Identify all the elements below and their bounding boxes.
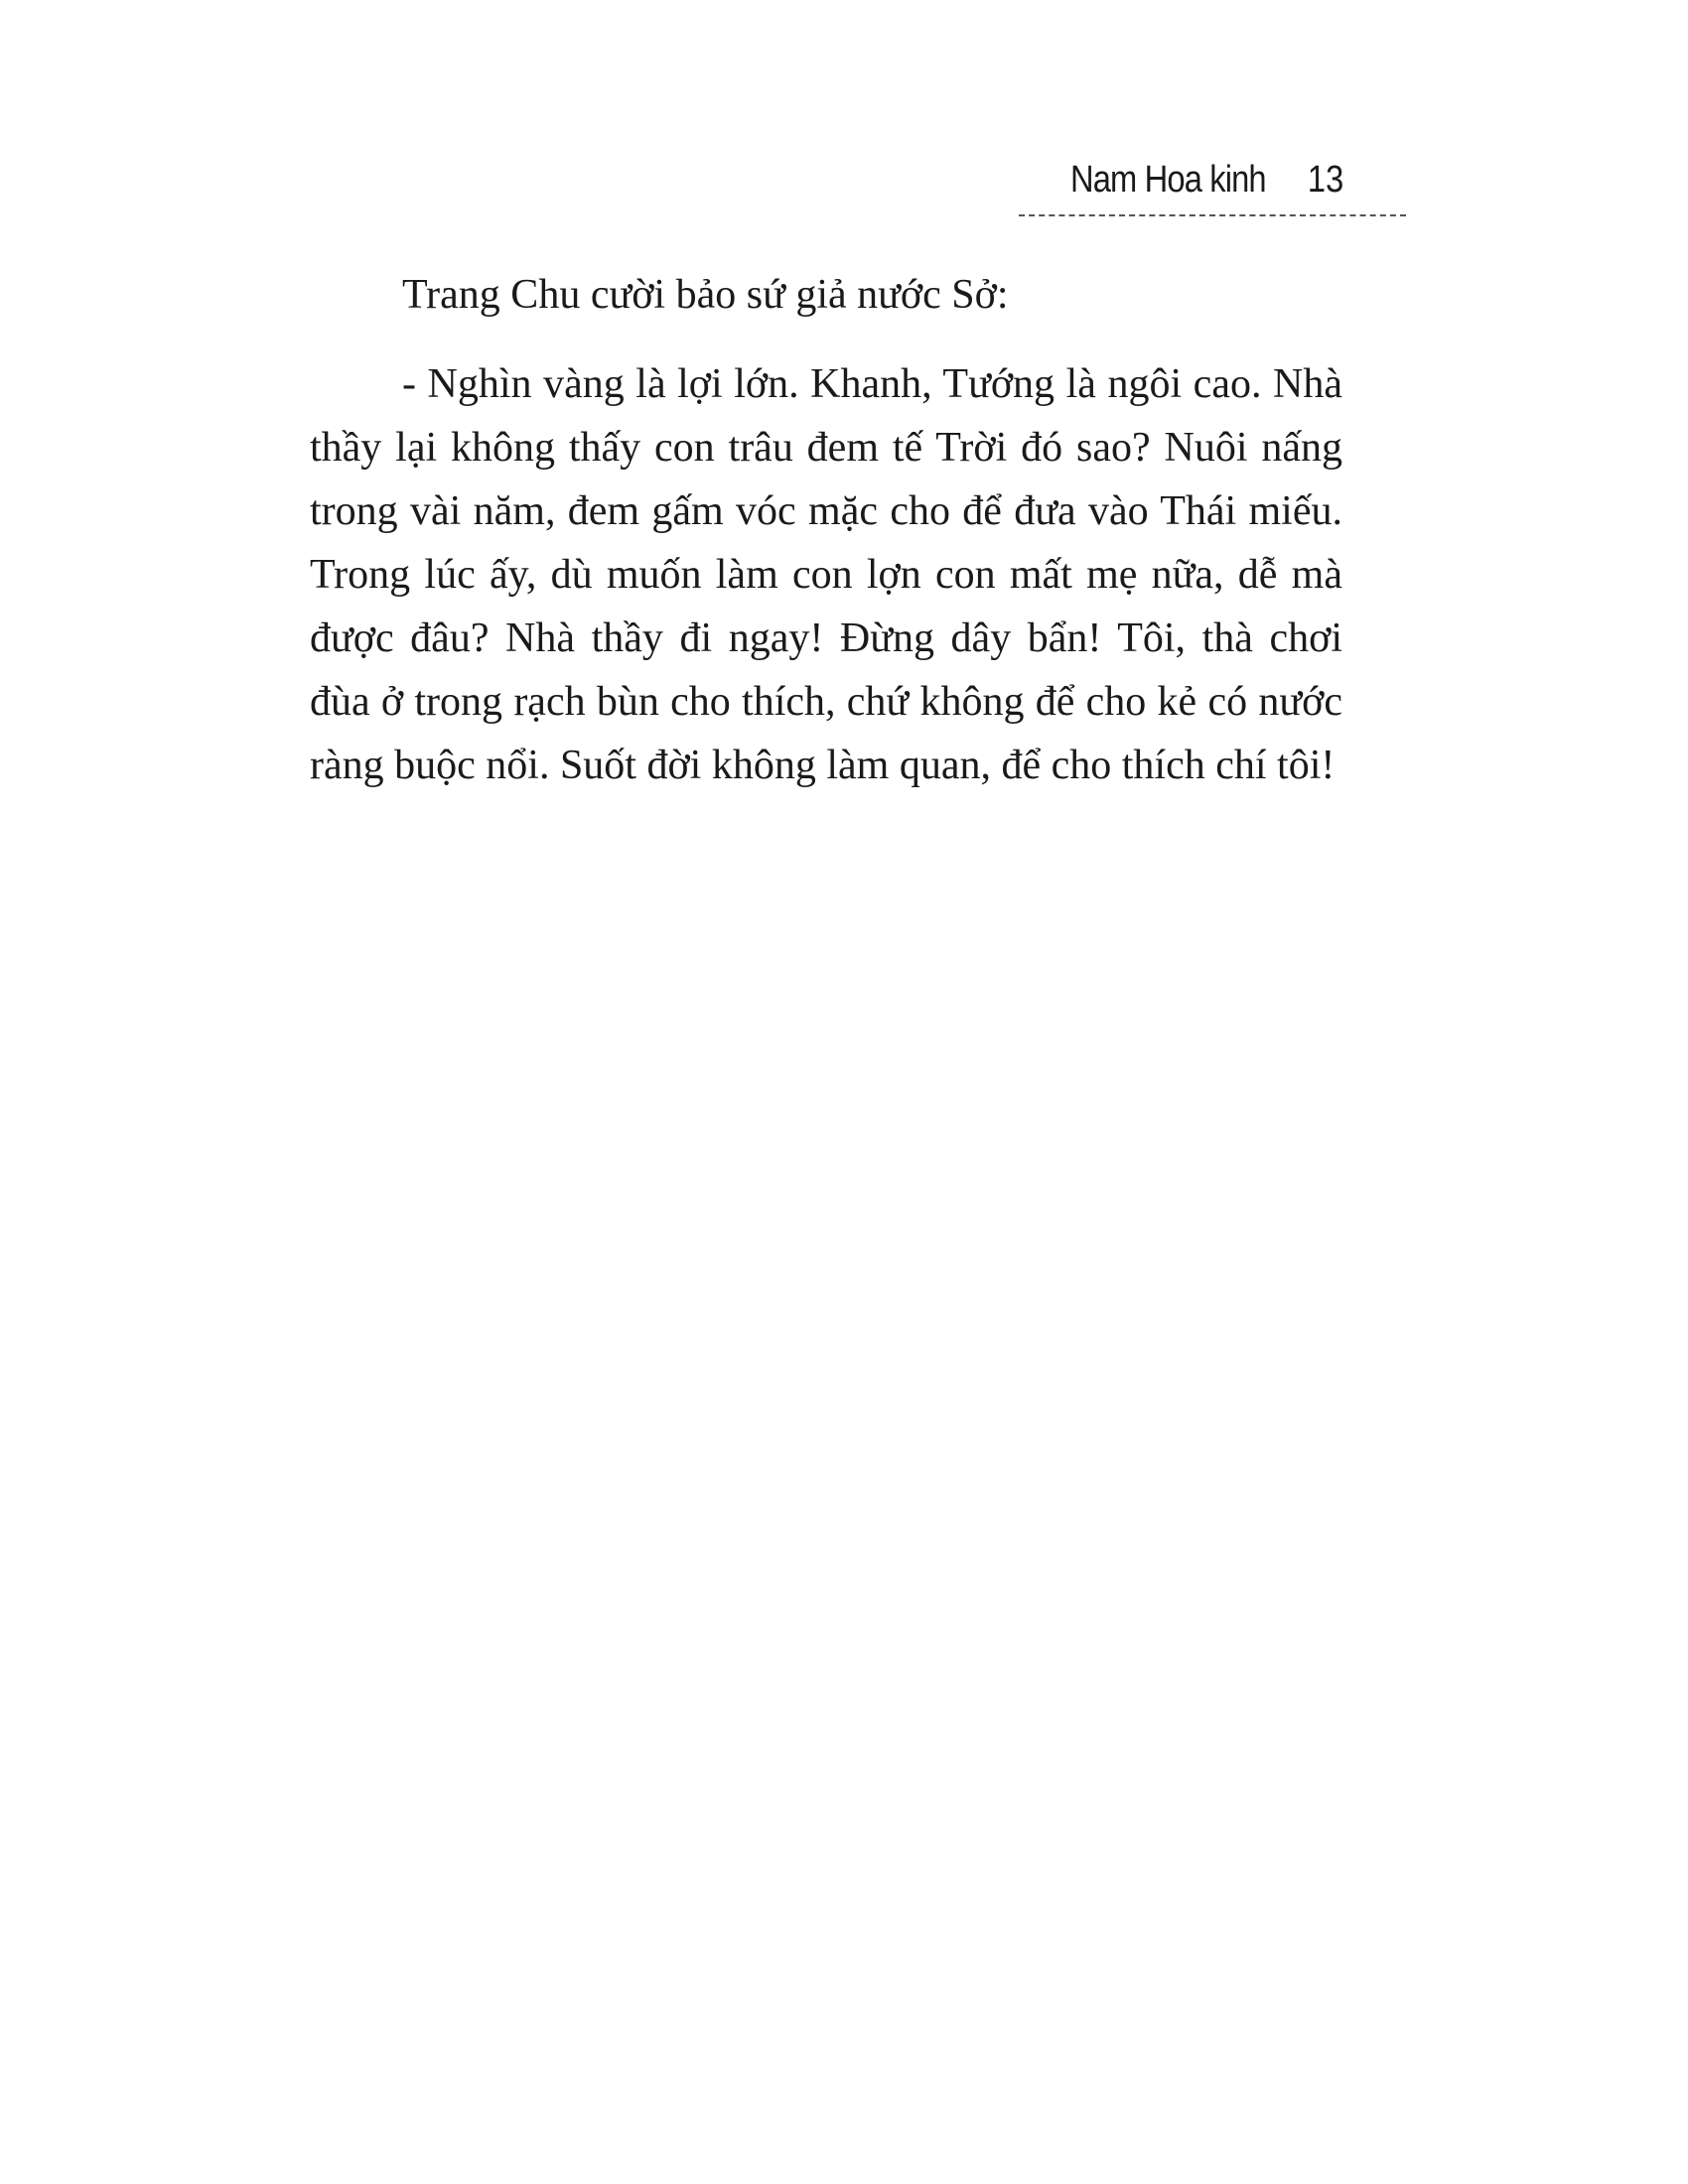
- body-text: [310, 263, 1342, 823]
- paragraph-narration: Trang Chu cười bảo sứ giả nước Sở:: [402, 272, 1009, 318]
- running-header: [1019, 157, 1406, 216]
- page-number: 13: [1307, 159, 1343, 201]
- paragraph-dialogue: - Nghìn vàng là lợi lớn. Khanh, Tướng là ngôi cao. Nhà thầy lại không thấy con trâu đem tế Trời đó sao? Nuôi nấng trong vài năm, đem gấm vóc mặc cho để đưa vào Thái miếu. Trong lúc ấy, dù muốn làm con lợn con mất mẹ nữa, dễ mà được đâu? Nhà thầy đi ngay! Đừng dây bẩn! Tôi, thà chơi đùa ở trong rạch bùn cho thích, chứ không để cho kẻ có nước ràng buộc nổi. Suốt đời không làm quan, để cho thích chí tôi!: [310, 361, 1342, 788]
- header-book-title: Nam Hoa kinh: [1070, 159, 1266, 201]
